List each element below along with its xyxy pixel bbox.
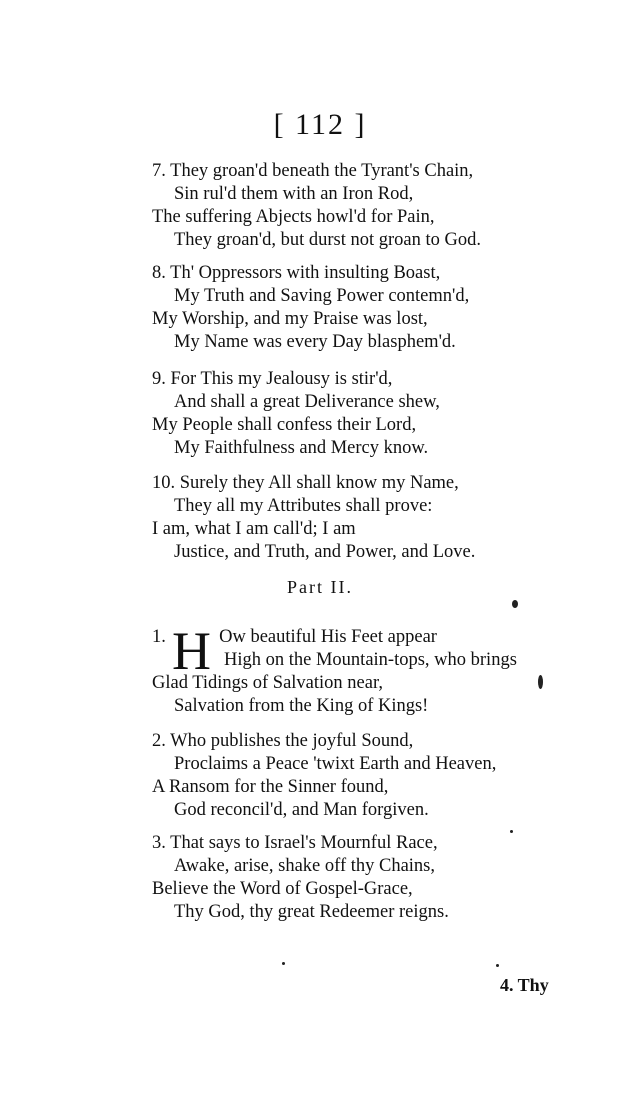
stanza-number: 8.	[152, 263, 166, 283]
stanza-line: Awake, arise, shake off thy Chains,	[174, 856, 436, 876]
stanza-8	[152, 262, 572, 354]
stanza-9	[152, 368, 572, 460]
stanza-line: God reconcil'd, and Man forgiven.	[174, 800, 429, 820]
stanza-p2-2	[152, 730, 572, 822]
stanza-line: And shall a great Deliverance shew,	[174, 392, 440, 412]
stanza-line: Glad Tidings of Salvation near,	[152, 673, 384, 693]
ink-speck	[510, 830, 513, 833]
catchword: 4. Thy	[500, 975, 549, 995]
stanza-number: 10.	[152, 473, 176, 493]
stanza-line: 3. That says to Israel's Mournful Race,	[152, 833, 438, 853]
stanza-line: They all my Attributes shall prove:	[174, 496, 433, 516]
stanza-line: My Worship, and my Praise was lost,	[152, 309, 428, 329]
stanza-line: Sin rul'd them with an Iron Rod,	[174, 184, 414, 204]
stanza-number: 2.	[152, 731, 166, 751]
stanza-line: 7. They groan'd beneath the Tyrant's Chain,	[152, 161, 474, 181]
stanza-line: 8. Th' Oppressors with insulting Boast,	[152, 263, 441, 283]
stanza-line: Believe the Word of Gospel-Grace,	[152, 879, 413, 899]
stanza-line: A Ransom for the Sinner found,	[152, 777, 389, 797]
stanza-line: Salvation from the King of Kings!	[174, 696, 429, 716]
stanza-number: 1.	[152, 627, 166, 647]
part-heading: Part II.	[287, 577, 353, 597]
ink-speck	[496, 964, 499, 967]
stanza-number: 7.	[152, 161, 166, 181]
stanza-10	[152, 472, 572, 564]
stanza-number: 3.	[152, 833, 166, 853]
stanza-number: 9.	[152, 369, 166, 389]
stanza-line: Thy God, thy great Redeemer reigns.	[174, 902, 449, 922]
page-number-header: [ 112 ]	[273, 108, 367, 141]
stanza-7	[152, 160, 572, 252]
stanza-line: My Faithfulness and Mercy know.	[174, 438, 429, 458]
stanza-line: My Truth and Saving Power contemn'd,	[174, 286, 470, 306]
stanza-line: I am, what I am call'd; I am	[152, 519, 356, 539]
ink-speck	[512, 600, 518, 608]
stanza-line: Justice, and Truth, and Power, and Love.	[174, 542, 476, 562]
ink-speck	[282, 962, 285, 965]
drop-cap-letter: H	[172, 621, 211, 681]
stanza-line: The suffering Abjects howl'd for Pain,	[152, 207, 435, 227]
stanza-p2-1	[152, 621, 572, 718]
stanza-line: Proclaims a Peace 'twixt Earth and Heaven,	[174, 754, 497, 774]
stanza-line: 10. Surely they All shall know my Name,	[152, 473, 459, 493]
stanza-p2-3	[152, 832, 572, 924]
stanza-line: My Name was every Day blasphem'd.	[174, 332, 456, 352]
stanza-line: 2. Who publishes the joyful Sound,	[152, 731, 414, 751]
stanza-line: High on the Mountain-tops, who brings	[224, 650, 517, 670]
stanza-line: 9. For This my Jealousy is stir'd,	[152, 369, 393, 389]
stanza-line: My People shall confess their Lord,	[152, 415, 417, 435]
stanza-line: They groan'd, but durst not groan to God.	[174, 230, 481, 250]
ink-speck	[538, 675, 543, 689]
stanza-line: 1. Ow beautiful His Feet appear	[152, 627, 437, 647]
